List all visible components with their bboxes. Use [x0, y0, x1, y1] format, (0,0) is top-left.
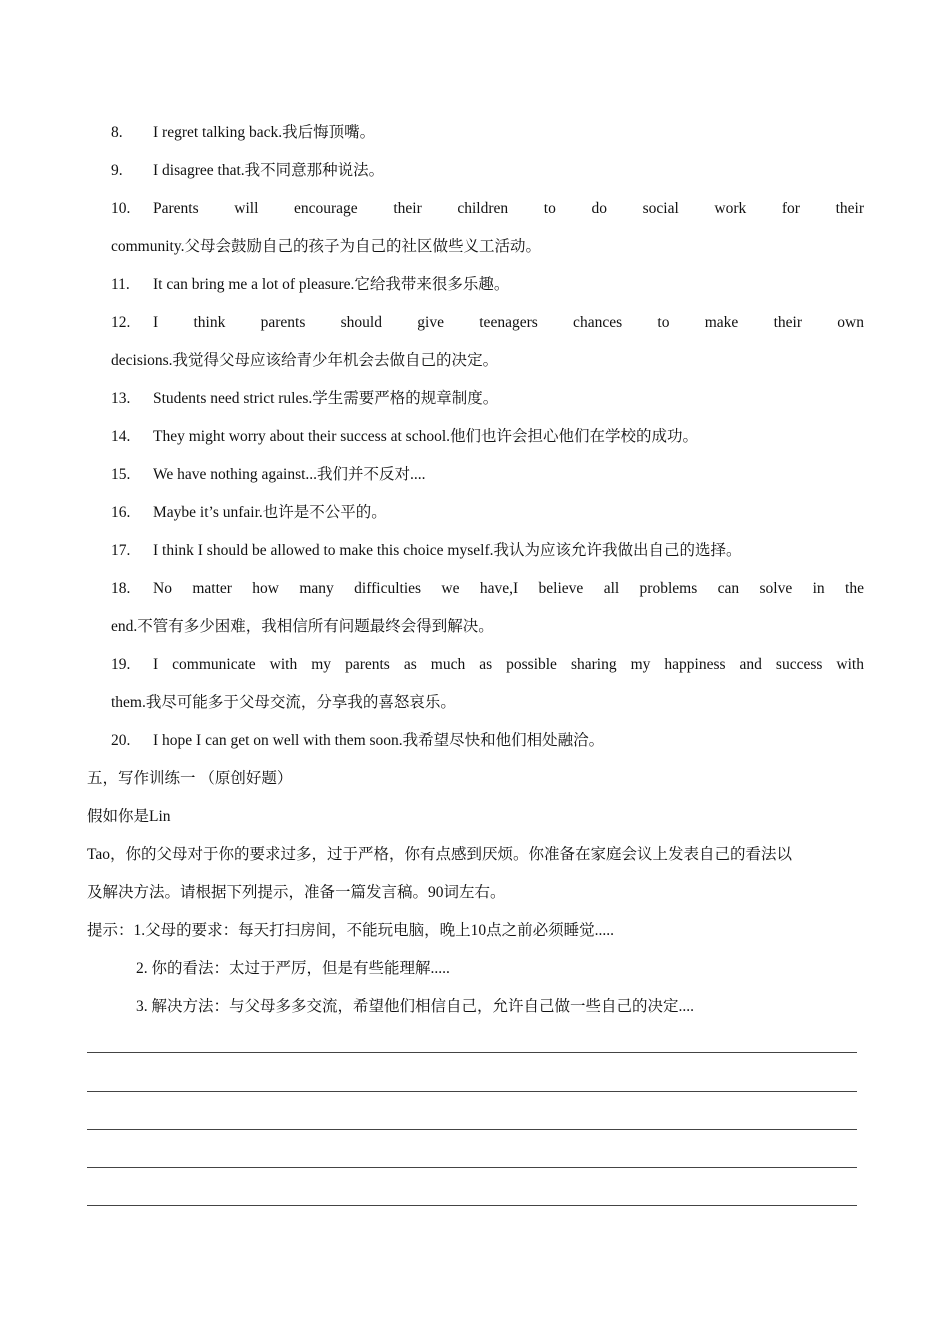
prompt-line-2: Tao，你的父母对于你的要求过多，过于严格，你有点感到厌烦。你准备在家庭会议上发表自己的看法以	[87, 846, 793, 863]
sentence-number: 20.	[111, 732, 131, 749]
sentence-text-line1: I think parents should give teenagers chances to make their own	[153, 314, 864, 331]
writing-line[interactable]	[87, 1091, 857, 1092]
sentence-12-continuation: decisions.我觉得父母应该给青少年机会去做自己的决定。	[111, 352, 499, 369]
sentence-number: 18.	[111, 580, 131, 597]
sentence-11	[111, 266, 864, 304]
sentence-number: 14.	[111, 428, 131, 445]
sentence-text: I hope I can get on well with them soon.我希望尽快和他们相处融洽。	[153, 732, 605, 749]
sentence-8	[111, 114, 864, 152]
sentence-9	[111, 152, 864, 190]
hint-3: 3. 解决方法：与父母多多交流，希望他们相信自己，允许自己做一些自己的决定....	[136, 998, 695, 1015]
sentence-number: 16.	[111, 504, 131, 521]
sentence-text-line1: No matter how many difficulties we have,I believe all problems can solve in the	[153, 580, 864, 597]
sentence-15	[111, 456, 864, 494]
sentence-10-continuation: community.父母会鼓励自己的孩子为自己的社区做些义工活动。	[111, 238, 541, 255]
sentence-18-continuation: end.不管有多少困难，我相信所有问题最终会得到解决。	[111, 618, 494, 635]
sentence-13	[111, 380, 864, 418]
sentence-12	[111, 304, 864, 342]
sentence-text-line1: Parents will encourage their children to do social work for their	[153, 200, 864, 217]
sentence-10	[111, 190, 864, 228]
sentence-number: 13.	[111, 390, 131, 407]
sentence-number: 17.	[111, 542, 131, 559]
sentence-19	[111, 646, 864, 684]
writing-line[interactable]	[87, 1129, 857, 1130]
sentence-text-line1: I communicate with my parents as much as possible sharing my happiness and success with	[153, 656, 864, 673]
sentence-19-continuation: them.我尽可能多于父母交流，分享我的喜怒哀乐。	[111, 694, 456, 711]
hint-2: 2. 你的看法：太过于严厉，但是有些能理解.....	[136, 960, 450, 977]
sentence-text: I regret talking back.我后悔顶嘴。	[153, 124, 376, 141]
sentence-text: I disagree that.我不同意那种说法。	[153, 162, 385, 179]
sentence-number: 12.	[111, 314, 131, 331]
sentence-text: It can bring me a lot of pleasure.它给我带来很多乐趣。	[153, 276, 510, 293]
prompt-line-3: 及解决方法。请根据下列提示，准备一篇发言稿。90词左右。	[87, 884, 506, 901]
sentence-text: We have nothing against...我们并不反对....	[153, 466, 426, 483]
sentence-number: 10.	[111, 200, 131, 217]
sentence-number: 9.	[111, 162, 123, 179]
sentence-text: I think I should be allowed to make this choice myself.我认为应该允许我做出自己的选择。	[153, 542, 742, 559]
sentence-number: 15.	[111, 466, 131, 483]
writing-line[interactable]	[87, 1052, 857, 1053]
sentence-text: Students need strict rules.学生需要严格的规章制度。	[153, 390, 499, 407]
sentence-number: 19.	[111, 656, 131, 673]
sentence-16	[111, 494, 864, 532]
sentence-number: 11.	[111, 276, 130, 293]
sentence-18	[111, 570, 864, 608]
prompt-line-1: 假如你是Lin	[87, 808, 171, 825]
sentence-17	[111, 532, 864, 570]
sentence-20	[111, 722, 864, 760]
writing-line[interactable]	[87, 1205, 857, 1206]
section-heading: 五，写作训练一 （原创好题）	[87, 770, 293, 787]
hint-1: 提示：1.父母的要求：每天打扫房间，不能玩电脑，晚上10点之前必须睡觉.....	[87, 922, 615, 939]
sentence-text: Maybe it’s unfair.也许是不公平的。	[153, 504, 387, 521]
sentence-text: They might worry about their success at school.他们也许会担心他们在学校的成功。	[153, 428, 699, 445]
writing-line[interactable]	[87, 1167, 857, 1168]
sentence-number: 8.	[111, 124, 123, 141]
sentence-14	[111, 418, 864, 456]
